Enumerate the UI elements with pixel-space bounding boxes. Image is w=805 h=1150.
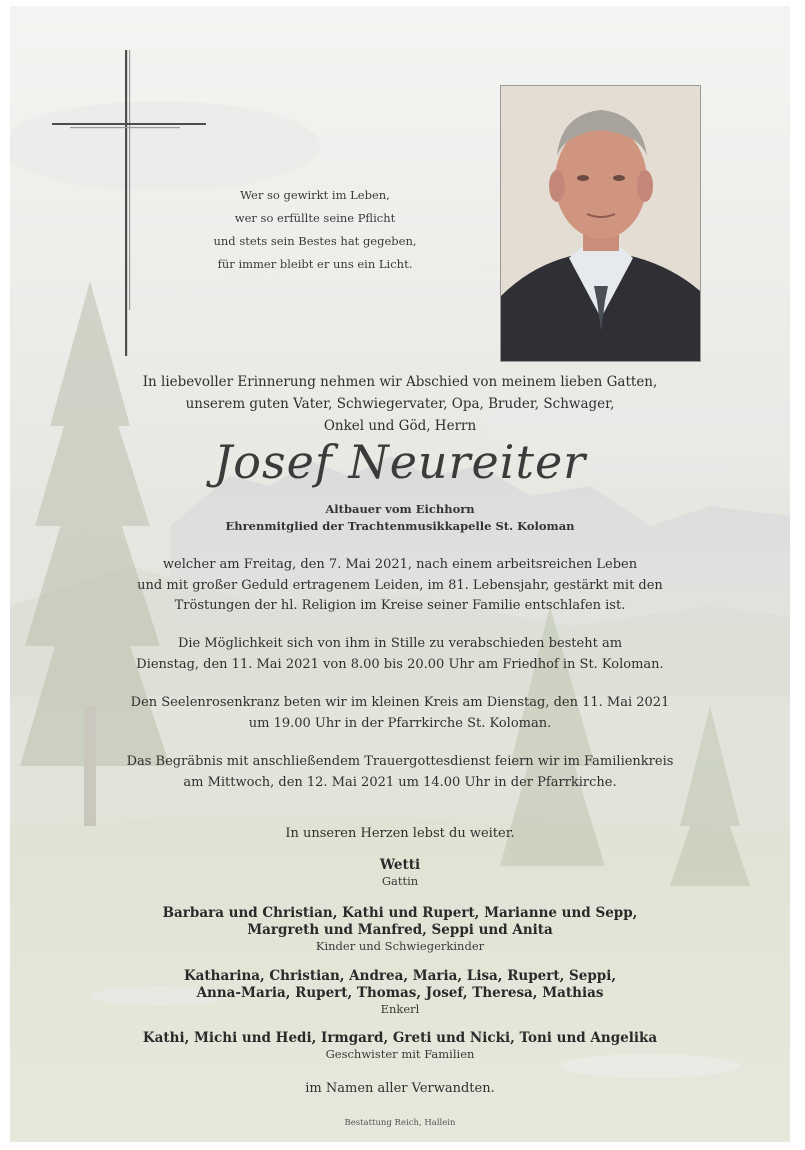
rosary-paragraph bbox=[10, 693, 790, 734]
paragraph-line: Die Möglichkeit sich von ihm in Stille zu verabschieden besteht am bbox=[177, 636, 623, 651]
deceased-name: Josef Neureiter bbox=[213, 435, 587, 489]
family-names: Wetti bbox=[379, 857, 421, 873]
intro-line: Onkel und Göd, Herrn bbox=[323, 418, 477, 434]
family-relation: Gattin bbox=[381, 874, 419, 888]
hearts-line: In unseren Herzen lebst du weiter. bbox=[285, 826, 515, 841]
cross-icon bbox=[10, 6, 210, 366]
paragraph-line: und mit großer Geduld ertragenem Leiden, im 81. Lebensjahr, gestärkt mit den bbox=[137, 577, 663, 593]
family-names: Anna-Maria, Rupert, Thomas, Josef, Theresa, Mathias bbox=[196, 985, 604, 1001]
paragraph-line: welcher am Freitag, den 7. Mai 2021, nach einem arbeitsreichen Leben bbox=[162, 557, 638, 572]
undertaker-credit: Bestattung Reich, Hallein bbox=[344, 1118, 456, 1128]
family-names: Barbara und Christian, Kathi und Rupert, Marianne und Sepp, bbox=[162, 905, 638, 921]
family-names: Katharina, Christian, Andrea, Maria, Lisa, Rupert, Seppi, bbox=[183, 968, 617, 984]
family-wife bbox=[10, 857, 790, 889]
death-notice-paragraph bbox=[10, 555, 790, 617]
family-relation: Kinder und Schwiegerkinder bbox=[315, 939, 485, 953]
paragraph-line: Dienstag, den 11. Mai 2021 von 8.00 bis 20.00 Uhr am Friedhof in St. Koloman. bbox=[136, 656, 664, 672]
poem-line: wer so erfüllte seine Pflicht bbox=[234, 211, 396, 225]
family-names: Margreth und Manfred, Seppi und Anita bbox=[247, 922, 553, 938]
paragraph-line: Das Begräbnis mit anschließendem Trauergottesdienst feiern wir im Familienkreis bbox=[126, 754, 674, 769]
paragraph-line: am Mittwoch, den 12. Mai 2021 um 14.00 Uhr in der Pfarrkirche. bbox=[183, 774, 617, 790]
poem-line: Wer so gewirkt im Leben, bbox=[240, 188, 390, 202]
paragraph-line: um 19.00 Uhr in der Pfarrkirche St. Koloman. bbox=[248, 715, 552, 731]
title-line: Ehrenmitglied der Trachtenmusikkapelle St. Koloman bbox=[225, 519, 575, 533]
intro-line: unserem guten Vater, Schwiegervater, Opa, Bruder, Schwager, bbox=[185, 396, 615, 412]
memorial-poem bbox=[200, 184, 430, 276]
family-names: Kathi, Michi und Hedi, Irmgard, Greti und Nicki, Toni und Angelika bbox=[142, 1030, 658, 1046]
paragraph-line: Tröstungen der hl. Religion im Kreise seiner Familie entschlafen ist. bbox=[174, 598, 626, 613]
family-children bbox=[10, 905, 790, 954]
family-siblings bbox=[10, 1030, 790, 1062]
portrait-image bbox=[501, 86, 700, 361]
portrait-photo bbox=[500, 85, 701, 362]
funeral-paragraph bbox=[10, 752, 790, 793]
closing-line: im Namen aller Verwandten. bbox=[305, 1081, 495, 1096]
intro-text bbox=[10, 371, 790, 437]
farewell-paragraph bbox=[10, 634, 790, 675]
family-grandchildren bbox=[10, 968, 790, 1017]
title-line: Altbauer vom Eichhorn bbox=[325, 502, 475, 516]
family-relation: Geschwister mit Familien bbox=[325, 1047, 475, 1061]
parte-sheet bbox=[10, 6, 790, 1142]
deceased-titles bbox=[10, 501, 790, 535]
poem-line: und stets sein Bestes hat gegeben, bbox=[213, 234, 417, 248]
family-relation: Enkerl bbox=[380, 1002, 420, 1016]
intro-line: In liebevoller Erinnerung nehmen wir Abschied von meinem lieben Gatten, bbox=[142, 374, 658, 390]
poem-line: für immer bleibt er uns ein Licht. bbox=[217, 257, 413, 271]
paragraph-line: Den Seelenrosenkranz beten wir im kleinen Kreis am Dienstag, den 11. Mai 2021 bbox=[130, 695, 670, 710]
